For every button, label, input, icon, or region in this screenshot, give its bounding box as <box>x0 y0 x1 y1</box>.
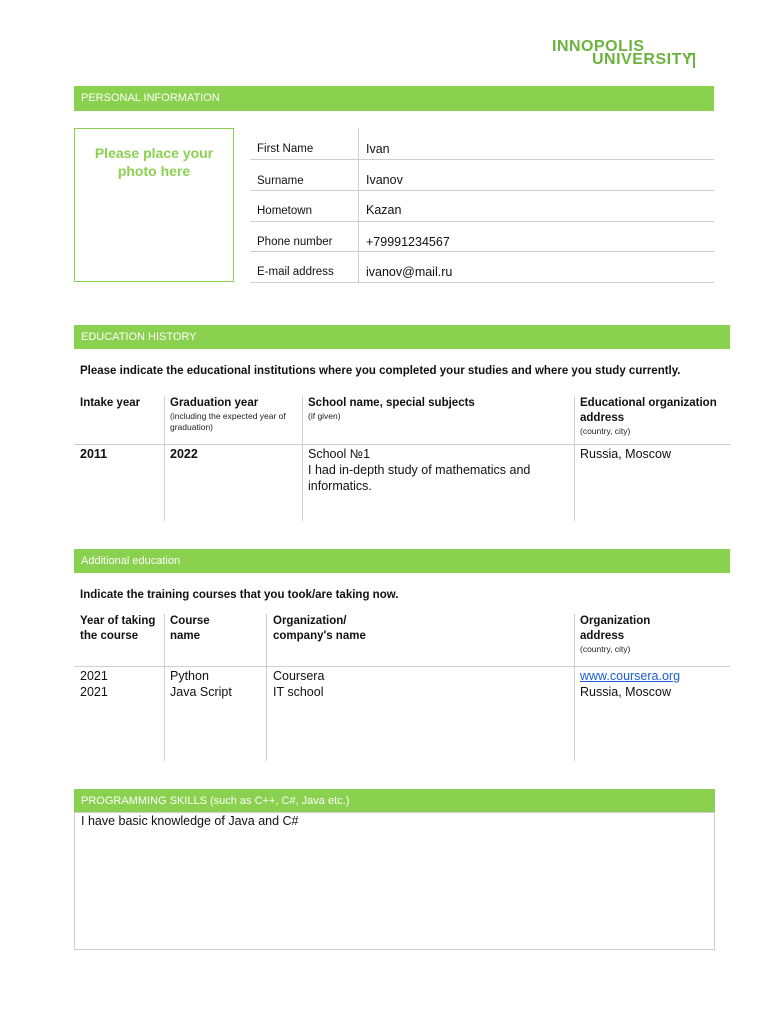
divider <box>250 221 714 222</box>
personal-info-header: PERSONAL INFORMATION <box>74 86 714 111</box>
logo-line-1: INNOPOLIS <box>552 38 645 55</box>
programming-skills-header: PROGRAMMING SKILLS (such as C++, C#, Java etc.) <box>74 789 715 812</box>
course-org-1[interactable]: Coursera <box>273 669 325 683</box>
course-year-2[interactable]: 2021 <box>80 685 108 699</box>
edu-header-divider <box>74 444 730 445</box>
surname-label: Surname <box>257 175 304 187</box>
course-year-1[interactable]: 2021 <box>80 669 108 683</box>
edu-col-divider <box>164 396 165 521</box>
phone-value[interactable]: +79991234567 <box>366 235 450 249</box>
phone-label: Phone number <box>257 236 333 248</box>
col-edu-address: Educational organization address <box>580 397 717 424</box>
email-label: E-mail address <box>257 266 334 278</box>
add-col-divider <box>266 614 267 761</box>
col-school-name: School name, special subjects <box>308 397 475 409</box>
col-org-address: Organization address <box>580 615 651 642</box>
university-logo <box>552 38 697 72</box>
col-organization: Organization/ company's name <box>273 615 366 642</box>
add-col-divider <box>574 614 575 761</box>
col-school-note: (if given) <box>308 411 341 421</box>
col-org-address-note: (country, city) <box>580 644 631 654</box>
add-header-divider <box>74 666 730 667</box>
course-org-2[interactable]: IT school <box>273 685 324 699</box>
photo-placeholder-text: Please place your photo here <box>94 145 214 179</box>
col-graduation-year: Graduation year <box>170 397 259 409</box>
col-course-year: Year of taking the course <box>80 615 156 642</box>
col-graduation-note: (including the expected year of graduation) <box>170 411 286 432</box>
additional-instruction: Indicate the training courses that you took/are taking now. <box>80 589 399 601</box>
course-address-link-1[interactable]: www.coursera.org <box>580 669 681 683</box>
photo-placeholder[interactable] <box>74 128 234 282</box>
education-instruction: Please indicate the educational institutions where you completed your studies and where you study currently. <box>80 365 681 377</box>
course-name-2[interactable]: Java Script <box>170 685 232 699</box>
first-name-label: First Name <box>257 143 314 155</box>
col-edu-address-note: (country, city) <box>580 426 631 436</box>
first-name-value[interactable]: Ivan <box>366 142 390 156</box>
course-address-2[interactable]: Russia, Moscow <box>580 685 671 699</box>
logo-swoosh-icon <box>686 52 696 70</box>
programming-skills-box[interactable] <box>74 812 715 950</box>
edu-col-divider <box>574 396 575 521</box>
edu-address-value[interactable]: Russia, Moscow <box>580 447 671 461</box>
col-course-name: Course name <box>170 615 210 642</box>
edu-school-value[interactable] <box>308 446 570 494</box>
email-value[interactable]: ivanov@mail.ru <box>366 265 453 279</box>
education-header: EDUCATION HISTORY <box>74 325 730 349</box>
divider <box>250 159 714 160</box>
pi-column-divider <box>358 128 359 283</box>
divider <box>250 251 714 252</box>
additional-education-header: Additional education <box>74 549 730 573</box>
logo-line-2: UNIVERSITY <box>592 51 694 68</box>
divider <box>250 282 714 283</box>
programming-skills-text: I have basic knowledge of Java and C# <box>81 814 299 828</box>
surname-value[interactable]: Ivanov <box>366 173 403 187</box>
edu-col-divider <box>302 396 303 521</box>
add-col-divider <box>164 614 165 761</box>
edu-intake-value[interactable]: 2011 <box>80 447 108 461</box>
edu-school-name: School №1 <box>308 447 371 461</box>
divider <box>250 190 714 191</box>
course-name-1[interactable]: Python <box>170 669 209 683</box>
hometown-label: Hometown <box>257 205 312 217</box>
hometown-value[interactable]: Kazan <box>366 203 402 217</box>
edu-subjects: I had in-depth study of mathematics and informatics. <box>308 463 531 493</box>
col-intake-year: Intake year <box>80 397 141 409</box>
edu-graduation-value[interactable]: 2022 <box>170 447 198 461</box>
